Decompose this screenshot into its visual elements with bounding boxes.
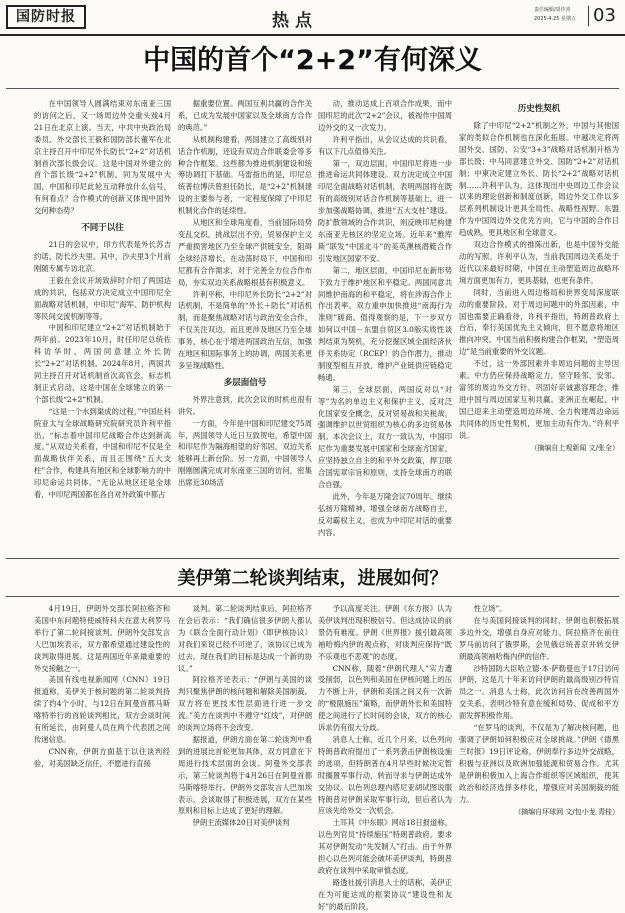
article1-column-1 [34, 98, 171, 552]
paragraph: 从机制构建看，两国建立了高级别对话合作机制，还设有双边合作联委会等多种合作框架。这些都为推进机制建设和统筹协调打下基础。马雷指出的是，印尼总统普拉博沃曾担任防长，是“2+2”机制建设的主要参与者，一定程度保障了中印尼机制化合作的延续性。 [178, 134, 312, 216]
paragraph: 在中国领导人圆满结束对东南亚三国的访问之后，又一场周边外交重头戏4月21日在北京上演。当天，中共中央政治局委员、外交部长王毅和国防部长董军在北京主持召开中印尼外长防长“2+2”对话机制首次部长级会议。这是中国对外建立的首个部长级“2+2”机制。同为发展中大国，中国和印尼此轮互动释放什么信号，有何看点？合作模式的创新又体现中国外交何种态势？ [34, 99, 171, 216]
paragraph: 从地区和全球角度看，当前国际局势变乱交织，挑战层出不穷，贸易保护主义严重损害地区乃至全球产供链安全，阻碍全球经济增长，在动荡时局下，中国和印尼都有合作需求，对于完善全方位合作布局，夯实双边关系战略根基有积极意义。 [178, 218, 312, 287]
paragraph: 性立场”。 [473, 604, 507, 613]
editor-credit: 责任编辑/周佳喜 [534, 7, 571, 13]
subheading: 不同于以往 [81, 223, 124, 234]
paragraph: 许利平称，中印尼外长防长“2+2”对话机制，不是简单的“外长＋防长”对话机制，而是聚焦战略对话与政治安全合作，不仅关注双边，而且更涉及地区乃至全球事务，核心在于增进两国政治互信，加强在地区和国际事务上的协调，两国关系更多呈现战略性。 [178, 289, 312, 370]
article2-column-2 [178, 603, 312, 871]
paragraph: 阿拉格齐还表示：“伊朗与美国的谈判只聚焦伊朗的核问题和解除美国制裁。双方将在更技术性层面进行进一步交流。”美方在谈判中不遵守“红线”，对伊朗的谈判立场将不会改变。 [178, 675, 312, 733]
issue-meta [534, 6, 576, 24]
article1-column-4 [459, 98, 619, 552]
divider [6, 88, 619, 89]
paragraph: 中国和印尼建立“2+2”对话机制始于两年前。2023年10月，时任印尼总统佐科访华时，两国同意建立外长防长“2+2”对话机制。2024年8月，两国共同主持召开对话机制首次高官会，标志机制正式启动，这是中国在全球建立的第一个部长级“2+2”机制。 [34, 323, 171, 404]
paragraph: 谈判。第二轮谈判结束后，阿拉格齐在会后表示：“我们确信很多伊朗人都认为《联合全面行动计划》（即伊核协议）对我们来说已经不可逆了，该协议已成为过去。现在我们的目标是达成一个新的协议。” [178, 604, 312, 673]
paragraph: 除了中印尼“2+2”机制之外，中国与其他国家的类似合作机制也在深化拓展。中越决定将两国外交、国防、公安“3+3”战略对话机制升格为部长级；中马同意建立外交、国防“2+2”对话机制；中柬决定建立外长、防长“2+2”战略对话机制……许利平认为，这体现出中央周边工作会议以来的理论创新和制度创新，周边外交工作以多层系列机制设计更具全局性、战略性视野。东盟作为中国周边外交优先方向，它与中国的合作日趋成熟，更具地区和全球意义。 [459, 121, 619, 238]
paragraph: 据重要位置。两国互利共赢的合作关系，已成为发展中国家以及全球南方合作的典范。” [178, 99, 312, 132]
subheading: 历史性契机 [517, 104, 561, 114]
paragraph: 路透社援引消息人士的话称，美伊正在为可能达成的框架协议“建设性和友好”的最后阶段。 [318, 877, 452, 911]
subheading: 多层面信号 [223, 377, 267, 388]
article1-headline: 中国的首个“2+2”有何深义 [143, 45, 482, 76]
paragraph: 消息人士称，近几个月来，以色列向特朗普政府提出了一系列袭击伊朗核设施的选项，但特朗普在4月早些时候决定暂时搁置军事行动，转而寻求与伊朗达成外交协议。以色列总理内塔尼亚胡试图说服特朗普对伊朗采取军事行动，但后者认为应该先给外交一次机会。 [318, 734, 452, 816]
paragraph: 伊朗主流媒体20日对美伊谈判 [192, 818, 290, 828]
newspaper-logo: 国防时报 [6, 5, 86, 29]
paragraph: 第一，双边层面，中国印尼将进一步推进命运共同体建设。双方决定成立中国印尼全面战略对话机制，表明两国将在既有的高级别对话合作机制等基础上，进一步加强战略协调，推进“五大支柱”建设。防扩散领域的合作共识，则反映印尼构建东南亚无核区的坚定立场。近年来“雅库斯”联发“中国北斗”的美英澳核潜艇合作引发地区国家不安。 [318, 158, 452, 263]
paragraph: 不过，这一外部因素并非周边问题的主导因素。中方仍应保持战略定力，坚守睦邻、安邻、富邻的周边外交方针，巩固好亲诚惠容理念，推进中国与周边国家互利共赢。亚洲正在崛起，中国已迎来主动塑造周边环境、全力构建周边命运共同体的历史性契机，更加主动有作为。”许利平说。 [459, 359, 619, 440]
section-title: 热点 [272, 11, 318, 31]
paragraph: “在罗马的谈判，不仅是为了解决核问题，也强调了伊朗如何积极应对全球挑战。”伊朗《德黑兰时报》19日评论称，伊朗奉行多边外交战略，积极与亚洲以及欧洲加强能源和贸易合作。尤其是伊朗积极加入上海合作组织等区域组织，使其政治和经济选择多样化，增强应对美国制裁的能力。 [459, 723, 619, 804]
paragraph: 在与美国间接谈判的同时，伊朗也积极拓展多边外交，增强自身应对能力。阿拉格齐在前往罗马前访问了俄罗斯，会见俄总统普京并转交伊朗最高领袖哈梅内伊的信件。 [459, 615, 619, 661]
paragraph: 外界注意到，此次会议的时机也很有讲究。 [178, 394, 312, 416]
article1-credit: （摘编自上观新闻 文/张全） [530, 444, 619, 453]
article2-credit: （摘编自环球网 文/包小龙 青桂） [514, 808, 619, 817]
article2-column-1 [34, 603, 170, 871]
paragraph: 第三，全球层面，两国反对以“对等”为名的单边主义和保护主义，反对泛化国家安全概念，反对贸易战和关税战，强调维护以世贸组织为核心的多边贸易体制。本次会议上，双方一致认为，中国印尼作为重要发展中国家和全球南方国家，应坚持独立自主的和平外交政策，捍卫联合国宪章宗旨和原则，支持全球南方的联合自强。 [318, 384, 452, 489]
page-number: 03 [588, 6, 616, 26]
paragraph: 许利平指出，从会议达成的共识看，有以下几点值得关注。 [318, 134, 452, 156]
paragraph: 据报道，伊朗方面在第二轮谈判中看到的进展比首轮更加具体，双方同意在下周进行技术层面的会谈。阿曼外交部表示，第三轮谈判将于4月26日在阿曼首都马斯喀特举行。伊朗外交部发言人巴加埃表示，会谈取得了积极进展，双方在某些原则和目标上达成了更好的理解。 [178, 734, 312, 816]
paragraph: 沙特国防大臣哈立德·本·萨勒曼也于17日访问伊朗，这是几十年来访问伊朗的最高级别沙特官员之一。消息人士称，此次访问旨在改善两国外交关系，表明沙特有意在缓和局势、促成和平方面发挥积极作用。 [459, 663, 619, 721]
paragraph: CNN称，随着“伊朗代理人”实力遭受削弱，以色列和美国在伊核问题上的压力不断上升，伊朗和美国之间又有一次新的“极限施压”策略，而伊朗外长和美国特使之间进行了长时间的会谈，双方的核心诉求仍有很大分歧。 [318, 663, 452, 733]
divider [6, 558, 619, 559]
paragraph: 动，推动达成上百项合作成果，而中国印尼的此次“2+2”会议，被视作中国周边外交的又一次发力。 [318, 99, 452, 132]
article1-column-3 [318, 98, 452, 552]
paragraph: 双边合作模式的推陈出新，也是中国外交能动的写照。许利平认为，当前我国周边关系处于近代以来最好时期，中国在主动塑造周边战略环境方面更加有力，更具基础，也更有条件。 [459, 240, 619, 285]
article1-column-2 [178, 98, 312, 552]
paragraph: “这是一个水到渠成的过程，”中国社科院亚太与全球战略研究院研究员许利平指出，“标志着中国印尼战略合作达到新高度。”从双边关系看，中国和印尼不仅是全面战略伙伴关系，而且正围绕“五大支柱”合作，构建具有地区和全球影响力的中印尼命运共同体。“无论从地区还是全球看，中印尼两国都在各自对外政策中都占 [34, 406, 171, 500]
paragraph: 美国有线电视新闻网（CNN）19日报道称，美伊关于核问题的第二轮谈判持续了约4个小时，与12日在阿曼首都马斯喀特举行的首轮谈判相比，双方会谈时间有所延长，由阿曼人员在两个代表团之间传递信息。 [34, 675, 170, 744]
masthead [0, 0, 625, 36]
paragraph: 予以高度关注。伊朗《东方报》认为美伊谈判出现积极信号。但这成协议的前景仍有难度。伊朗《世界报》援引最高领袖哈梅内伊的观点称，对谈判应保持“既不乐观也不悲观”的态度。 [318, 604, 452, 661]
paragraph: 21日的会议中，印方代表是外长苏吉约诺、防长沙夫里。其中，沙夫里3个月前刚随专属专访北京。 [34, 240, 171, 273]
paragraph: 王毅在会议开场致辞时介绍了两国达成的共识，包括双方决定成立中国印尼全面战略对话机制，中印尼”海军、防护机构等民间交流机制等等。 [34, 275, 171, 321]
divider [6, 596, 619, 597]
paragraph: 此外，今年是万隆会议70周年。继续弘扬万隆精神、增强全球南方战略自主，反对霸权主义，也成为中印尼对话的重要内容。 [318, 491, 452, 537]
article2-headline: 美伊第二轮谈判结束，进展如何？ [177, 568, 448, 589]
issue-date: 2025.4.25 星期五 [534, 16, 577, 22]
paragraph: 一方面，今年是中国和印尼建交75周年，两国领导人近日互致贺电，希望中国和印尼作为隔海相望的好邻居，双边关系能够再上新台阶。另一方面，中国领导人刚刚圆满完成对东南亚三国的访问，密集出席近30场活 [178, 418, 312, 488]
paragraph: 同时，当前进入周边格局和世界变局深度联动的重要阶段。对于周边问题中的外部因素，中国也需要正确看待，许利平指出，特朗普政府上台后，奉行美国优先主义倾向，但不愿意将地区推向冲突。中国当前积极构建合作框架，“塑造周边”是当前重要的外交议题。 [459, 287, 619, 357]
article2-column-3 [318, 603, 452, 911]
paragraph: 土耳其《中东眼》网站18日报道称，以色列官员“持续施压”特朗普政府，要求其对伊朗发动“先发制人”打击。由于外界担心以色列可能会破坏美伊谈判，特朗普政府在谈判中采取审慎态度。 [318, 818, 452, 875]
paragraph: CNN称，伊朗方面基于以往谈判经验，对美国缺乏信任，不愿进行直接 [34, 746, 170, 768]
paragraph: 4月19日，伊朗外交部长阿拉格齐和美国中东问题特使威特科夫在意大利罗马举行了第二轮间接谈判。伊朗外交部发言人巴加埃表示，双方都希望通过建设性的谈判取得进展。这是两国近年来最重要的外交接触之一。 [34, 604, 170, 673]
paragraph: 第二，地区层面，中国印尼在新形势下致力于维护地区和平稳定。两国同意共同维护南海的和平稳定，将在涉海合作上作出表率。双方重申加快推进“南海行为准则”磋商。值得观察的是，下一步双方如何以中国－东盟自贸区3.0版实质性谈判结束为契机，充分挖掘区域全面经济伙伴关系协定（RCEP）的合作潜力，推动制度型相互开放，维护产业链供应链稳定畅通。 [318, 265, 452, 382]
article2-column-4 [459, 603, 619, 871]
